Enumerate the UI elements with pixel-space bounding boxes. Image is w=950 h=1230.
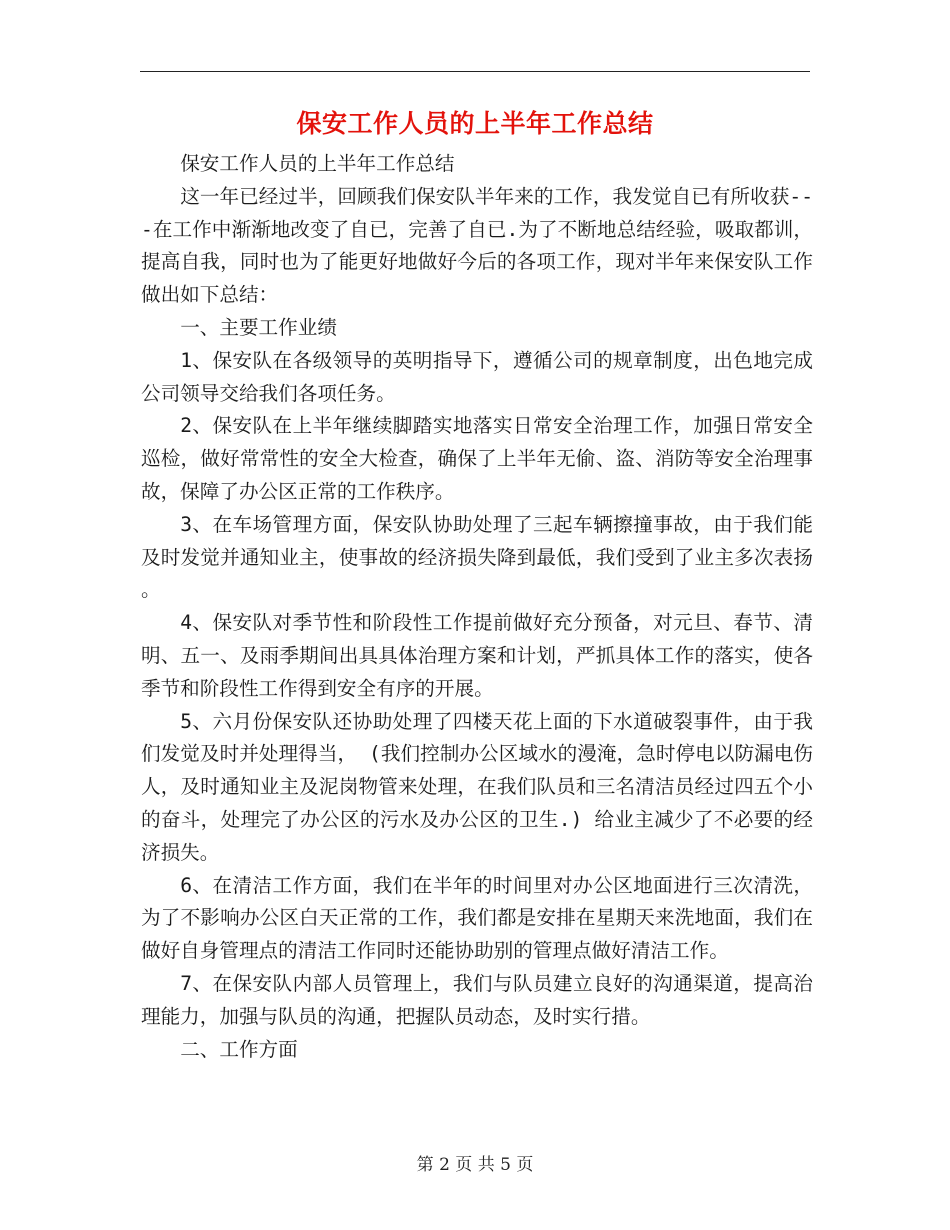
paragraph-item-1: 1、保安队在各级领导的英明指导下，遵循公司的规章制度，出色地完成公司领导交给我们各项任务。	[141, 348, 813, 405]
paragraph-item-6: 6、在清洁工作方面，我们在半年的时间里对办公区地面进行三次清洗，为了不影响办公区白天正常的工作，我们都是安排在星期天来洗地面，我们在做好自身管理点的清洁工作同时还能协助别的管理点做好清洁工作。	[141, 873, 813, 963]
paragraph-item-2: 2、保安队在上半年继续脚踏实地落实日常安全治理工作，加强日常安全巡检，做好常常性的安全大检查，确保了上半年无偷、盗、消防等安全治理事故，保障了办公区正常的工作秩序。	[141, 414, 813, 503]
document-body	[141, 148, 813, 1066]
paragraph-item-5: 5、六月份保安队还协助处理了四楼天花上面的下水道破裂事件，由于我们发觉及时并处理得当， (我们控制办公区域水的漫淹，急时停电以防漏电伤人，及时通知业主及泥岗物管来处理，在我们队员和三名清洁员经过四五个小的奋斗，处理完了办公区的污水及办公区的卫生.) 给业主减少了不必要的经济损失。	[141, 709, 813, 864]
paragraph-intro: 这一年已经过半，回顾我们保安队半年来的工作，我发觉自已有所收获---在工作中渐渐地改变了自已，完善了自已.为了不断地总结经验，吸取都训，提高自我，同时也为了能更好地做好今后的各项工作，现对半年来保安队工作做出如下总结：	[141, 184, 813, 307]
page-number: 第 2 页 共 5 页	[416, 1155, 534, 1175]
paragraph-subtitle: 保安工作人员的上半年工作总结	[180, 152, 455, 175]
section-heading-work: 二、工作方面	[180, 1037, 298, 1061]
section-heading-achievements: 一、主要工作业绩	[180, 315, 337, 339]
paragraph-item-3: 3、在车场管理方面，保安队协助处理了三起车辆擦撞事故，由于我们能及时发觉并通知业主，使事故的经济损失降到最低，我们受到了业主多次表扬。	[141, 512, 813, 602]
paragraph-item-4: 4、保安队对季节性和阶段性工作提前做好充分预备，对元旦、春节、清明、五一、及雨季期间出具具体治理方案和计划，严抓具体工作的落实，使各季节和阶段性工作得到安全有序的开展。	[141, 611, 813, 700]
paragraph-item-7: 7、在保安队内部人员管理上，我们与队员建立良好的沟通渠道，提高治理能力，加强与队员的沟通，把握队员动态，及时实行措。	[141, 971, 813, 1028]
header-rule	[140, 71, 810, 72]
document-title: 保安工作人员的上半年工作总结	[296, 109, 654, 138]
